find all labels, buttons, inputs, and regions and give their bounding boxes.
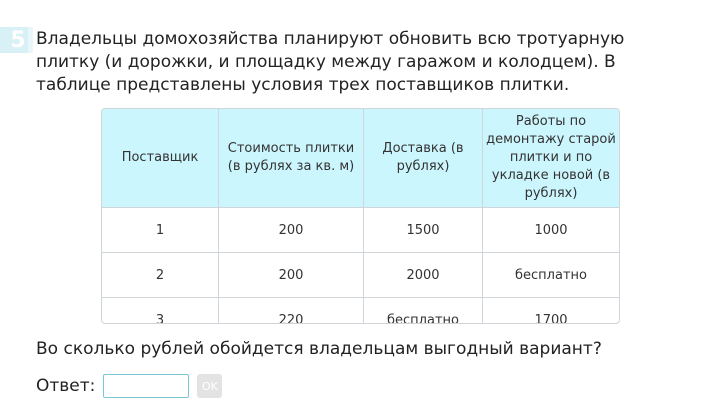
cell-installation: бесплатно — [483, 253, 620, 298]
suppliers-table-container — [101, 108, 620, 324]
badge-stripe — [28, 27, 33, 53]
cell-tile-cost: 220 — [219, 298, 364, 325]
cell-delivery: 1500 — [364, 208, 483, 253]
cell-installation: 1000 — [483, 208, 620, 253]
task-number-badge: 5 — [0, 27, 32, 53]
cell-delivery: 2000 — [364, 253, 483, 298]
table-row — [102, 298, 619, 325]
cell-supplier: 2 — [102, 253, 219, 298]
cell-supplier: 1 — [102, 208, 219, 253]
header-tile-cost: Стоимость плитки (в рублях за кв. м) — [219, 109, 364, 208]
cell-tile-cost: 200 — [219, 208, 364, 253]
header-delivery: Доставка (в рублях) — [364, 109, 483, 208]
answer-label: Ответ: — [36, 376, 96, 396]
header-installation: Работы по демонтажу старой плитки и по укладке новой (в рублях) — [483, 109, 620, 208]
header-supplier: Поставщик — [102, 109, 219, 208]
cell-supplier: 3 — [102, 298, 219, 325]
answer-input[interactable] — [103, 374, 189, 398]
table-header-row — [102, 109, 619, 208]
cell-installation: 1700 — [483, 298, 620, 325]
ok-button[interactable]: OK — [197, 374, 222, 398]
suppliers-table — [102, 109, 619, 324]
table-row — [102, 253, 619, 298]
cell-delivery: бесплатно — [364, 298, 483, 325]
table-row — [102, 208, 619, 253]
question-text: Владельцы домохозяйства планируют обновить всю тротуарную плитку (и дорожки, и площадку между гаражом и колодцем). В таблице представлены условия трех поставщиков плитки. — [36, 29, 625, 95]
cell-tile-cost: 200 — [219, 253, 364, 298]
prompt-text: Во сколько рублей обойдется владельцам выгодный вариант? — [36, 339, 602, 359]
answer-row — [36, 374, 222, 398]
